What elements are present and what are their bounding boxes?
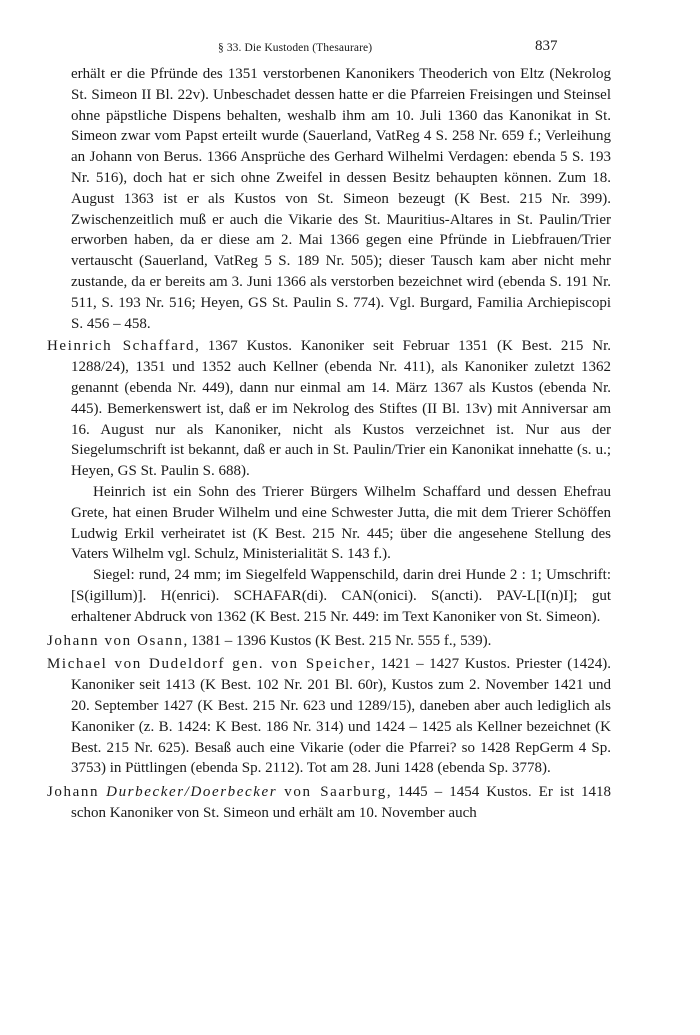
entry-paragraph-family: Heinrich ist ein Sohn des Trierer Bürgers Wilhelm Schaffard und dessen Ehefrau Grete, hat einen Bruder Wilhelm und eine Schwester Jutta, die mit dem Trierer Schöffen Ludwig Erkil verheiratet ist (K Best. 215 Nr. 445; über die angesehene Stellung des Vaters Wilhelm vgl. Schulz, Ministerialität S. 143 f.). — [71, 483, 611, 563]
entry-paragraph-seal: Siegel: rund, 24 mm; im Siegelfeld Wappenschild, darin drei Hunde 2 : 1; Umschrift: [S(igillum)]. H(enrici). SCHAFAR(di). CAN(onici). S(ancti). PAV-L[I(n)I]; gut erhaltener Abdruck von 1362 (K Best. 215 Nr. 449: im Text Kanoniker von St. Simeon). — [71, 567, 611, 625]
entry-michael-von-dudeldorf — [47, 654, 611, 779]
page-number: 837 — [535, 38, 558, 54]
entry-johann-durbecker — [47, 782, 611, 824]
page-body — [47, 64, 611, 824]
entry-name-origin: von Saarburg — [284, 784, 387, 801]
entry-name: Johann von Osann — [47, 632, 184, 649]
entry-name-surname: Durbecker/Doerbecker — [106, 784, 278, 801]
entry-johann-von-osann — [47, 631, 611, 652]
continued-paragraph: erhält er die Pfründe des 1351 verstorbenen Kanonikers Theoderich von Eltz (Nekrolog St. Simeon II Bl. 22v). Unbeschadet dessen hatte er die Pfarreien Freisingen und Steinsel ohne päpstliche Dispens behalten, weshalb ihm am 10. Juli 1360 das Kanonikat in St. Simeon zwar vom Papst erteilt wurde (Sauerland, VatReg 4 S. 258 Nr. 659 f.; Verleihung an Johann von Berus. 1366 Ansprüche des Gerhard Wilhelmi Verdagen: ebenda 5 S. 193 Nr. 516), doch hat er sich ohne Zweifel in dessen Besitz behaupten können. Zum 18. August 1363 ist er als Kustos von St. Simeon bezeugt (K Best. 215 Nr. 399). Zwischenzeitlich muß er auch die Vikarie des St. Mauritius-Altares in St. Paulin/Trier erworben haben, da er diese am 2. Mai 1366 gegen eine Pfründe in Liebfrauen/Trier vertauscht (Sauerland, VatReg 5 S. 189 Nr. 505); dieser Tausch kam aber nicht mehr zustande, da er bereits am 3. Juni 1366 als verstorben bezeichnet wird (ebenda S. 191 Nr. 511, S. 193 Nr. 516; Heyen, GS St. Paulin S. 774). Vgl. Burgard, Familia Archiepiscopi S. 456 – 458. — [71, 66, 611, 332]
entry-name: Heinrich Schaffard — [47, 338, 196, 355]
entry-name-first: Johann — [47, 784, 100, 801]
running-header — [0, 38, 700, 58]
entry-name: Michael von Dudeldorf gen. von Speicher — [47, 656, 372, 673]
entry-text: , 1367 Kustos. Kanoniker seit Februar 1351 (K Best. 215 Nr. 1288/24), 1351 und 1352 auch Kellner (ebenda Nr. 411), als Kanoniker zuletzt 1362 genannt (ebenda Nr. 449), dann nur einmal am 14. März 1367 als Kustos (ebenda Nr. 445). Bemerkenswert ist, daß er im Nekrolog des Stiftes (II Bl. 13v) mit Anniversar am 16. August nur als Kanoniker, nicht als Kustos verzeichnet ist. Nur aus der Siegelumschrift ist bekannt, daß er auch in St. Paulin/Trier ein Kanonikat innehatte (s. u.; Heyen, GS St. Paulin S. 688). — [71, 338, 611, 480]
entry-text: , 1421 – 1427 Kustos. Priester (1424). Kanoniker seit 1413 (K Best. 102 Nr. 201 Bl. 60r), Kustos zum 2. November 1421 und 20. September 1427 (K Best. 215 Nr. 623 und 1289/15), daneben aber auch lediglich als Kanoniker (z. B. 1424: K Best. 186 Nr. 314) und 1424 – 1425 als Kellner bezeichnet (K Best. 215 Nr. 625). Besaß auch eine Vikarie (oder die Pfarrei? so 1428 RepGerm 4 Sp. 3753) in Püttlingen (ebenda Sp. 2112). Tot am 28. Juni 1428 (ebenda Sp. 3778). — [71, 656, 611, 777]
entry-heinrich-schaffard — [47, 336, 611, 482]
running-head-title: § 33. Die Kustoden (Thesaurare) — [218, 42, 373, 54]
entry-text: , 1381 – 1396 Kustos (K Best. 215 Nr. 555 f., 539). — [183, 632, 492, 649]
entry-text: , 1445 – 1454 Kustos. Er ist 1418 schon Kanoniker von St. Simeon und erhält am 10. November auch — [71, 784, 612, 821]
